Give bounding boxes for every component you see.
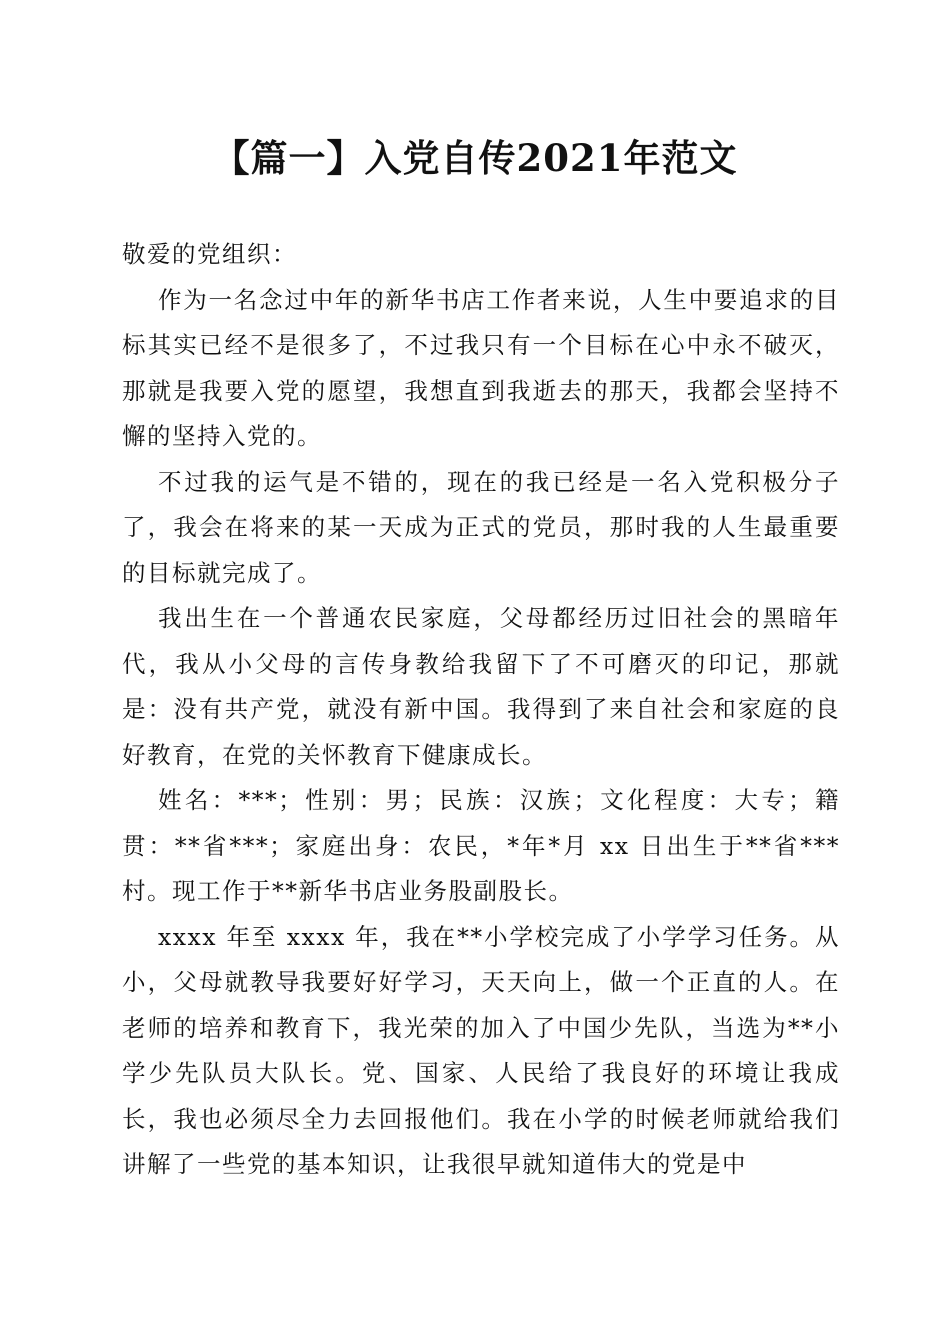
paragraph-3: 我出生在一个普通农民家庭，父母都经历过旧社会的黑暗年代，我从小父母的言传身教给我留下了不可磨灭的印记，那就是：没有共产党，就没有新中国。我得到了来自社会和家庭的良好教育，在党的关怀教育下健康成长。 — [122, 604, 840, 769]
paragraph-4: 姓名：***；性别：男；民族：汉族；文化程度：大专；籍贯：**省***；家庭出身：农民，*年*月 xx 日出生于**省***村。现工作于**新华书店业务股副股长。 — [122, 786, 840, 905]
paragraph-2: 不过我的运气是不错的，现在的我已经是一名入党积极分子了，我会在将来的某一天成为正式的党员，那时我的人生最重要的目标就完成了。 — [122, 467, 840, 587]
paragraph-5: xxxx 年至 xxxx 年，我在**小学校完成了小学学习任务。从小，父母就教导我要好好学习，天天向上，做一个正直的人。在老师的培养和教育下，我光荣的加入了中国少先队，当选为**小学少先队员大队长。党、国家、人民给了我良好的环境让我成长，我也必须尽全力去回报他们。我在小学的时候老师就给我们讲解了一些党的基本知识，让我很早就知道伟大的党是中 — [122, 922, 840, 1178]
document-title: 【篇一】入党自传2021年范文 — [212, 136, 738, 180]
salutation: 敬爱的党组织： — [122, 240, 297, 268]
document-body — [122, 232, 840, 1188]
paragraph-1: 作为一名念过中年的新华书店工作者来说，人生中要追求的目标其实已经不是很多了，不过我只有一个目标在心中永不破灭，那就是我要入党的愿望，我想直到我逝去的那天，我都会坚持不懈的坚持入党的。 — [122, 285, 840, 450]
